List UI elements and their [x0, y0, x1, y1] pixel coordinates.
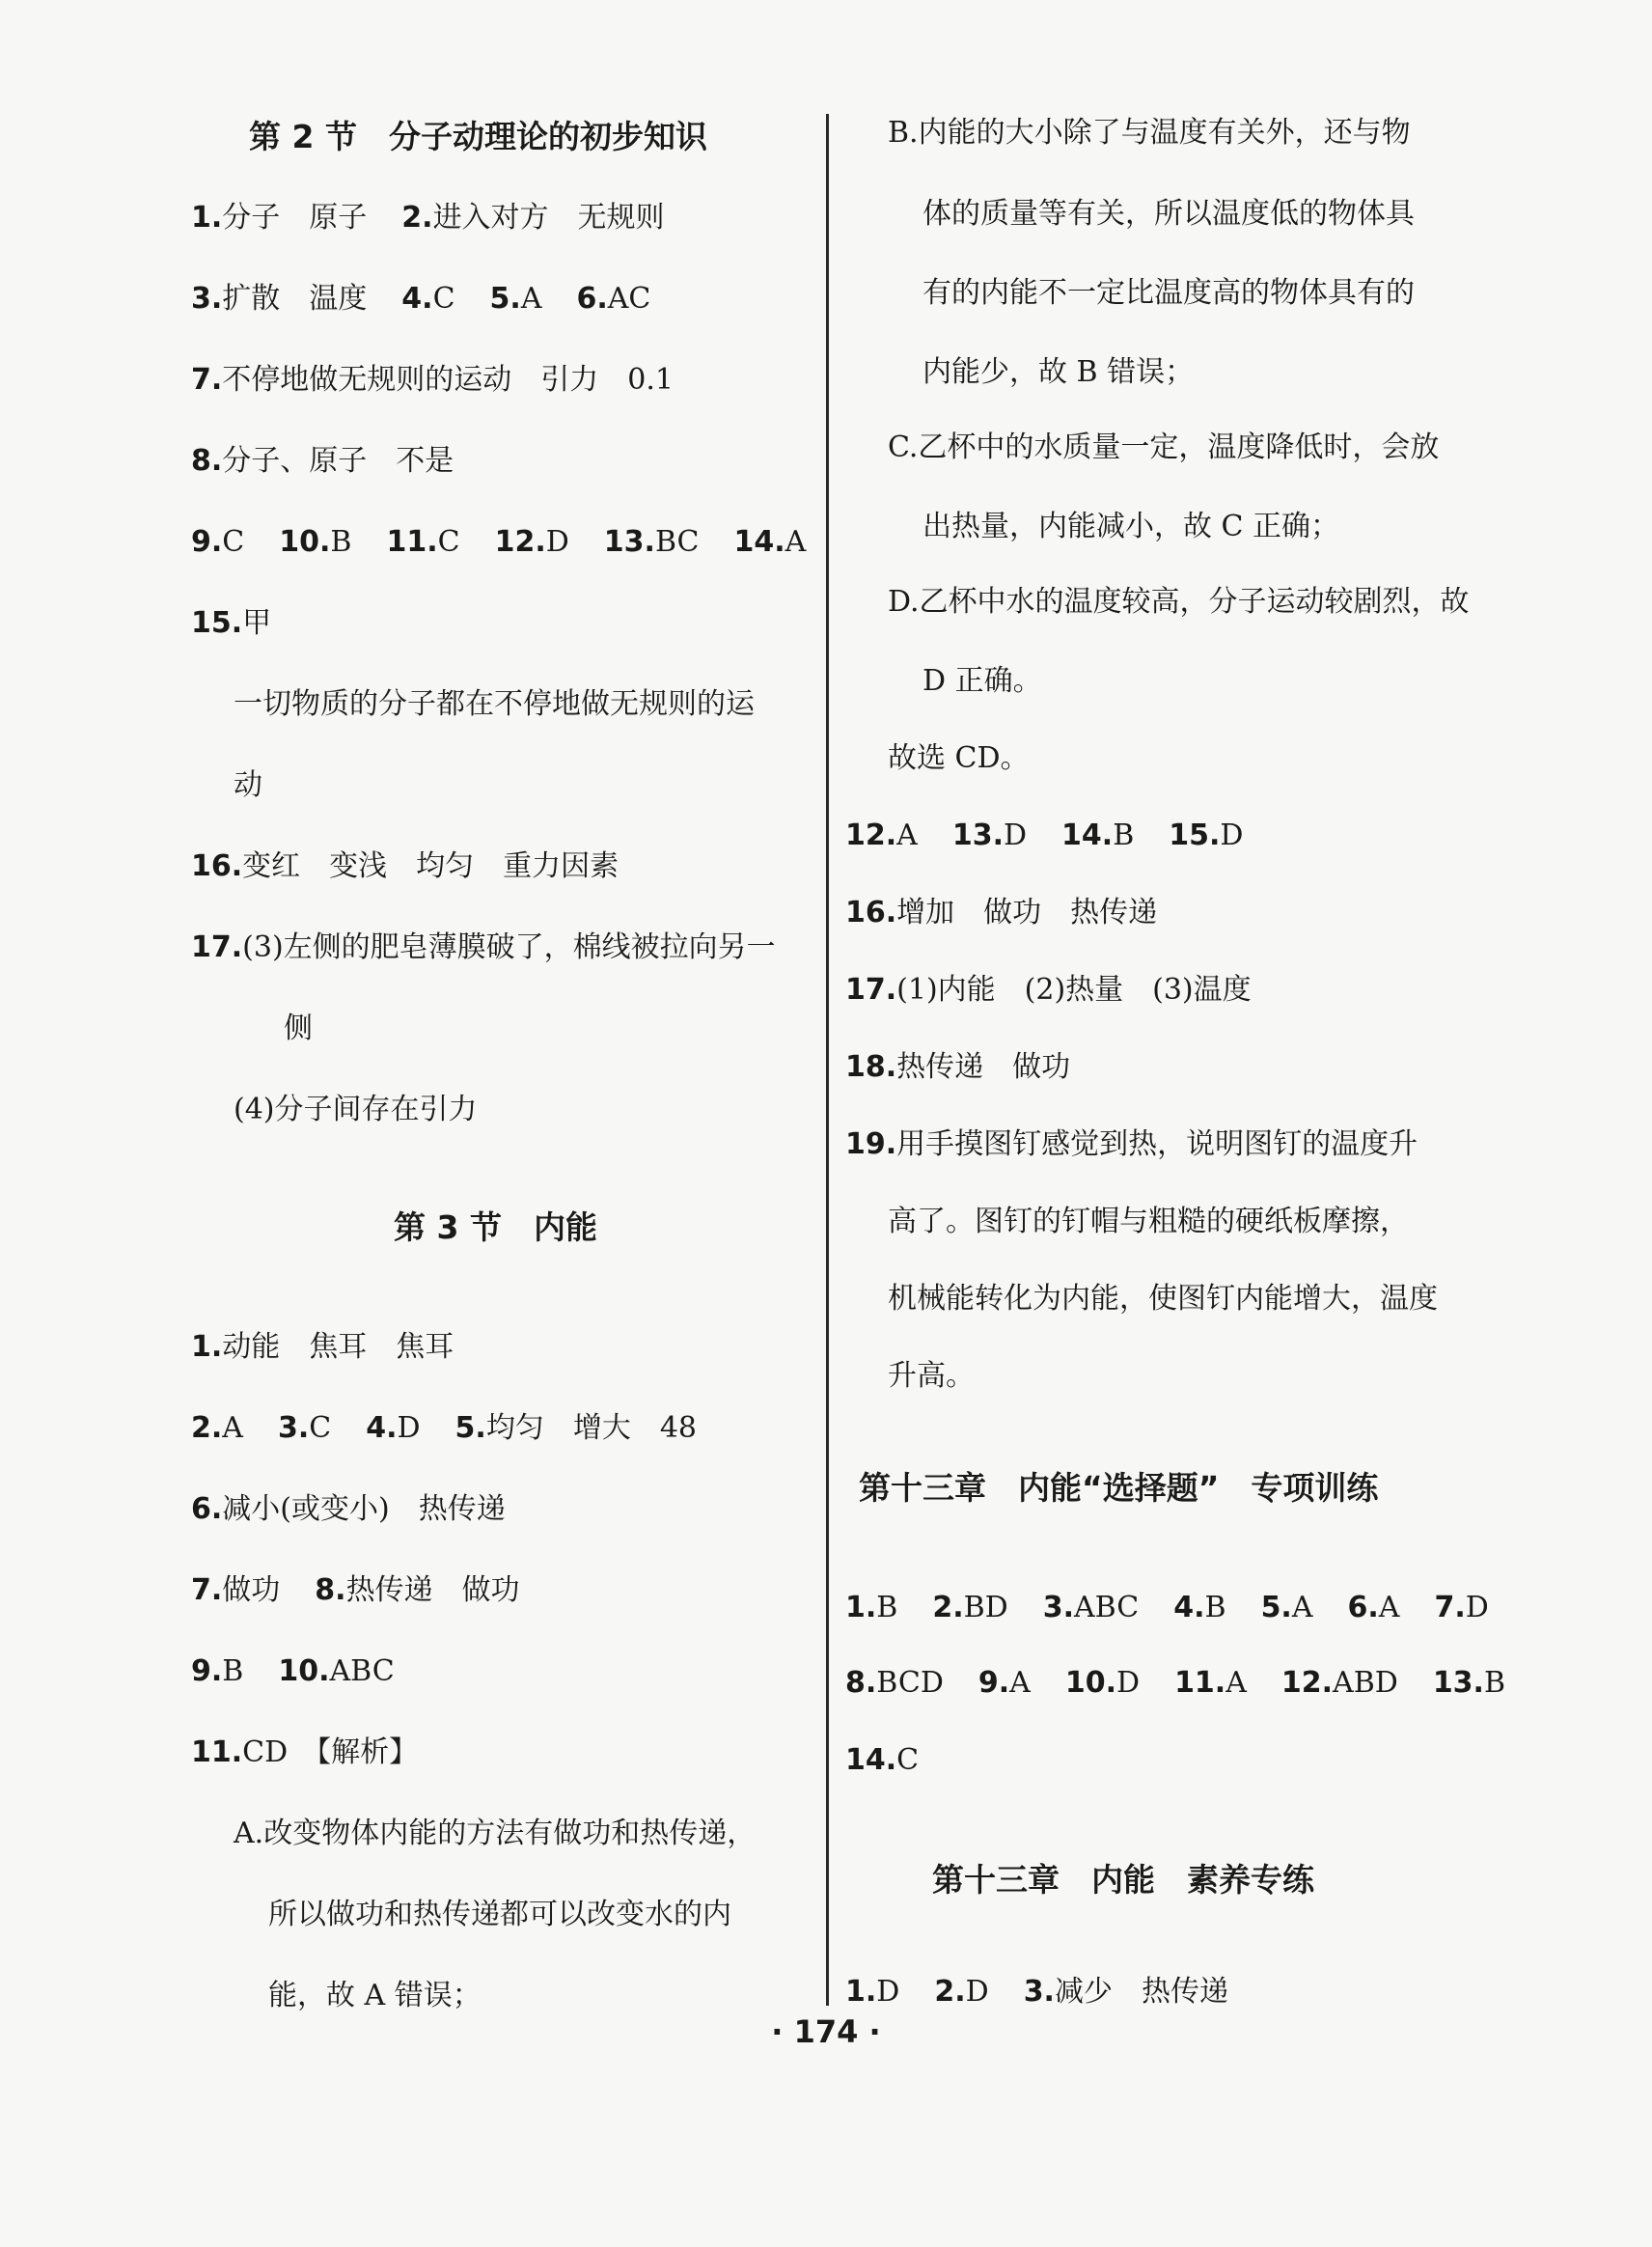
answer-line: D.乙杯中水的温度较高，分子运动较剧烈，故 [888, 585, 1470, 619]
answer-line: A.改变物体内能的方法有做功和热传递， [234, 1817, 757, 1850]
special-training-title: 第十三章 内能“选择题” 专项训练 [859, 1469, 1379, 1507]
answer-line: 7.不停地做无规则的运动 引力 0.1 [191, 363, 674, 397]
answer-line: 侧 [284, 1012, 313, 1045]
answer-line: 高了。图钉的钉帽与粗糙的硬纸板摩擦， [888, 1205, 1409, 1238]
section-3-title: 第 3 节 内能 [394, 1208, 597, 1246]
answer-line: 能，故 A 错误； [268, 1979, 482, 2012]
answer-line: 8.BCD 9.A 10.D 11.A 12.ABD 13.B [845, 1666, 1506, 1700]
answer-line: 体的质量等有关，所以温度低的物体具 [922, 197, 1415, 231]
answer-line: 故选 CD。 [888, 741, 1030, 775]
answer-line: 16.变红 变浅 均匀 重力因素 [191, 849, 620, 883]
literacy-title: 第十三章 内能 素养专练 [932, 1861, 1314, 1899]
answer-line: 一切物质的分子都在不停地做无规则的运 [234, 687, 755, 721]
answer-line: 9.C 10.B 11.C 12.D 13.BC 14.A [191, 525, 807, 559]
answer-line: D 正确。 [922, 664, 1042, 698]
answer-line: 9.B 10.ABC [191, 1654, 395, 1688]
page-number: · 174 · [771, 2013, 881, 2050]
answer-line: 17.(3)左侧的肥皂薄膜破了，棉线被拉向另一 [191, 930, 776, 964]
column-divider [826, 114, 829, 2006]
answer-line: 18.热传递 做功 [845, 1050, 1071, 1084]
answer-line: 1.D 2.D 3.减少 热传递 [845, 1975, 1228, 2009]
answer-line: 1.动能 焦耳 焦耳 [191, 1330, 454, 1364]
answer-line: 1.分子 原子 2.进入对方 无规则 [191, 201, 665, 235]
answer-line: 15.甲 [191, 606, 272, 640]
answer-line: 19.用手摸图钉感觉到热，说明图钉的温度升 [845, 1127, 1418, 1161]
answer-line: 升高。 [888, 1359, 975, 1393]
answer-line: 7.做功 8.热传递 做功 [191, 1573, 520, 1607]
answer-line: 3.扩散 温度 4.C 5.A 6.AC [191, 282, 651, 316]
answer-line: B.内能的大小除了与温度有关外，还与物 [888, 116, 1411, 150]
answer-line: 17.(1)内能 (2)热量 (3)温度 [845, 973, 1252, 1007]
answer-line: 16.增加 做功 热传递 [845, 896, 1158, 929]
answer-line: 2.A 3.C 4.D 5.均匀 增大 48 [191, 1411, 698, 1445]
answer-line: 出热量，内能减小，故 C 正确； [922, 510, 1340, 543]
answer-line: C.乙杯中的水质量一定，温度降低时，会放 [888, 430, 1440, 464]
answer-line: 动 [234, 768, 262, 802]
answer-line: 11.CD 【解析】 [191, 1735, 419, 1769]
section-2-title: 第 2 节 分子动理论的初步知识 [249, 118, 707, 155]
answer-line: 内能少，故 B 错误； [922, 355, 1195, 389]
answer-line: 8.分子、原子 不是 [191, 444, 454, 478]
answer-line: 14.C [845, 1743, 920, 1777]
answer-line: 1.B 2.BD 3.ABC 4.B 5.A 6.A 7.D [845, 1591, 1489, 1624]
answer-line: 所以做功和热传递都可以改变水的内 [268, 1898, 731, 1931]
answer-line: 12.A 13.D 14.B 15.D [845, 818, 1244, 852]
answer-line: (4)分子间存在引力 [234, 1093, 478, 1126]
answer-line: 6.减小(或变小) 热传递 [191, 1492, 506, 1526]
answer-line: 有的内能不一定比温度高的物体具有的 [922, 276, 1415, 310]
answer-line: 机械能转化为内能，使图钉内能增大，温度 [888, 1282, 1438, 1316]
